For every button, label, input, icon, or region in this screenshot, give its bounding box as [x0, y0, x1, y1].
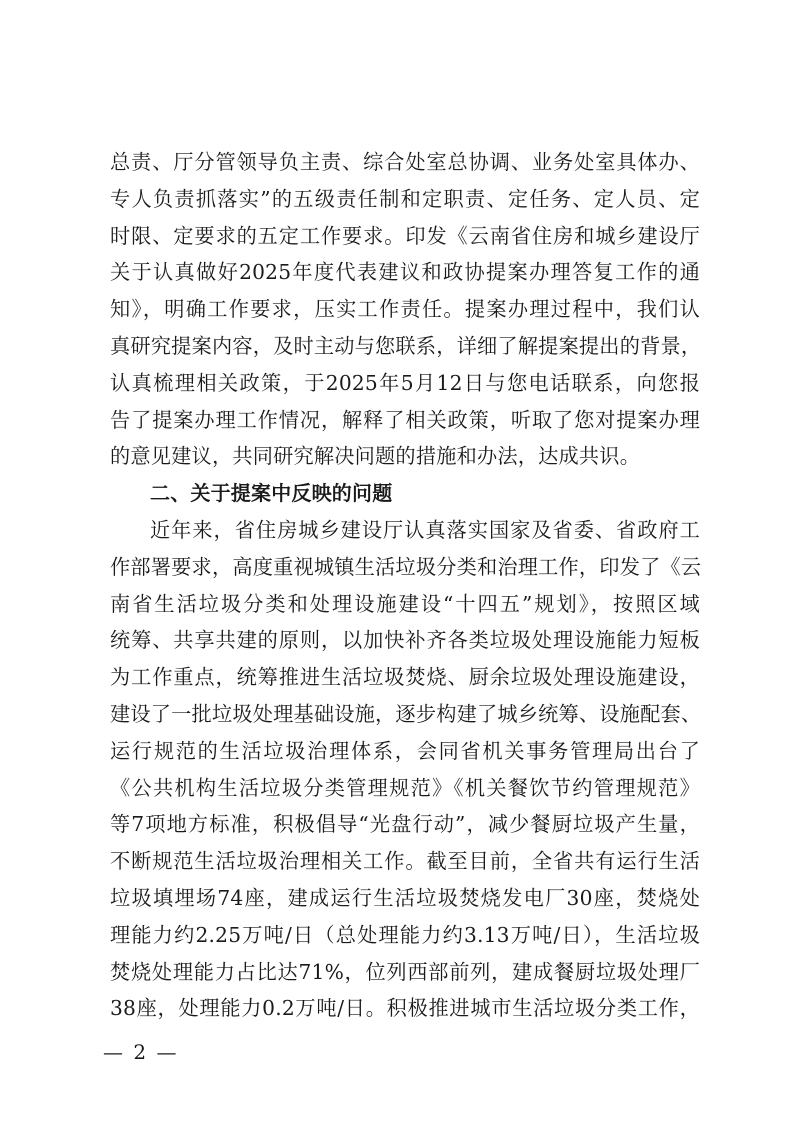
paragraph-line: 总责、厅分管领导负主责、综合处室总协调、业务处室具体办、 — [110, 150, 700, 174]
paragraph-line: 运行规范的生活垃圾治理体系，会同省机关事务管理局出台了 — [110, 738, 700, 763]
paragraph-line: 专人负责抓落实”的五级责任制和定职责、定任务、定人员、定 — [110, 186, 700, 211]
paragraph-line: 时限、定要求的五定工作要求。印发《云南省住房和城乡建设厅 — [110, 223, 700, 248]
paragraph-line: 等7项地方标准，积极倡导“光盘行动”，减少餐厨垃圾产生量， — [110, 812, 700, 837]
paragraph-line: 为工作重点，统筹推进生活垃圾焚烧、厨余垃圾处理设施建设， — [110, 665, 700, 690]
paragraph-line: 理能力约2.25万吨/日（总处理能力约3.13万吨/日），生活垃圾 — [110, 922, 700, 947]
page-number: — 2 — — [103, 1040, 179, 1064]
paragraph-line: 南省生活垃圾分类和处理设施建设“十四五”规划》，按照区域 — [110, 591, 700, 616]
paragraph-line: 认真梳理相关政策，于2025年5月12日与您电话联系，向您报 — [110, 370, 700, 395]
paragraph-line: 《公共机构生活垃圾分类管理规范》《机关餐饮节约管理规范》 — [110, 775, 700, 800]
section-heading: 二、关于提案中反映的问题 — [150, 481, 393, 506]
paragraph-line: 告了提案办理工作情况，解释了相关政策，听取了您对提案办理 — [110, 407, 700, 432]
paragraph-line: 近年来，省住房城乡建设厅认真落实国家及省委、省政府工 — [150, 517, 700, 542]
paragraph-line: 统筹、共享共建的原则，以加快补齐各类垃圾处理设施能力短板 — [110, 628, 700, 653]
paragraph-line: 焚烧处理能力占比达71%，位列西部前列，建成餐厨垃圾处理厂 — [110, 959, 700, 984]
paragraph-line: 不断规范生活垃圾治理相关工作。截至目前，全省共有运行生活 — [110, 849, 700, 874]
paragraph-line: 垃圾填埋场74座，建成运行生活垃圾焚烧发电厂30座，焚烧处 — [110, 885, 700, 910]
document-body — [110, 144, 700, 1027]
paragraph-line: 真研究提案内容，及时主动与您联系，详细了解提案提出的背景， — [110, 333, 702, 358]
paragraph-line: 38座，处理能力0.2万吨/日。积极推进城市生活垃圾分类工作， — [110, 996, 700, 1021]
paragraph-line: 知》，明确工作要求，压实工作责任。提案办理过程中，我们认 — [110, 297, 700, 322]
paragraph-line: 作部署要求，高度重视城镇生活垃圾分类和治理工作，印发了《云 — [110, 554, 702, 579]
paragraph-line: 建设了一批垃圾处理基础设施，逐步构建了城乡统筹、设施配套、 — [110, 701, 702, 726]
paragraph-line: 的意见建议，共同研究解决问题的措施和办法，达成共识。 — [110, 444, 641, 469]
paragraph-line: 关于认真做好2025年度代表建议和政协提案办理答复工作的通 — [110, 260, 700, 285]
